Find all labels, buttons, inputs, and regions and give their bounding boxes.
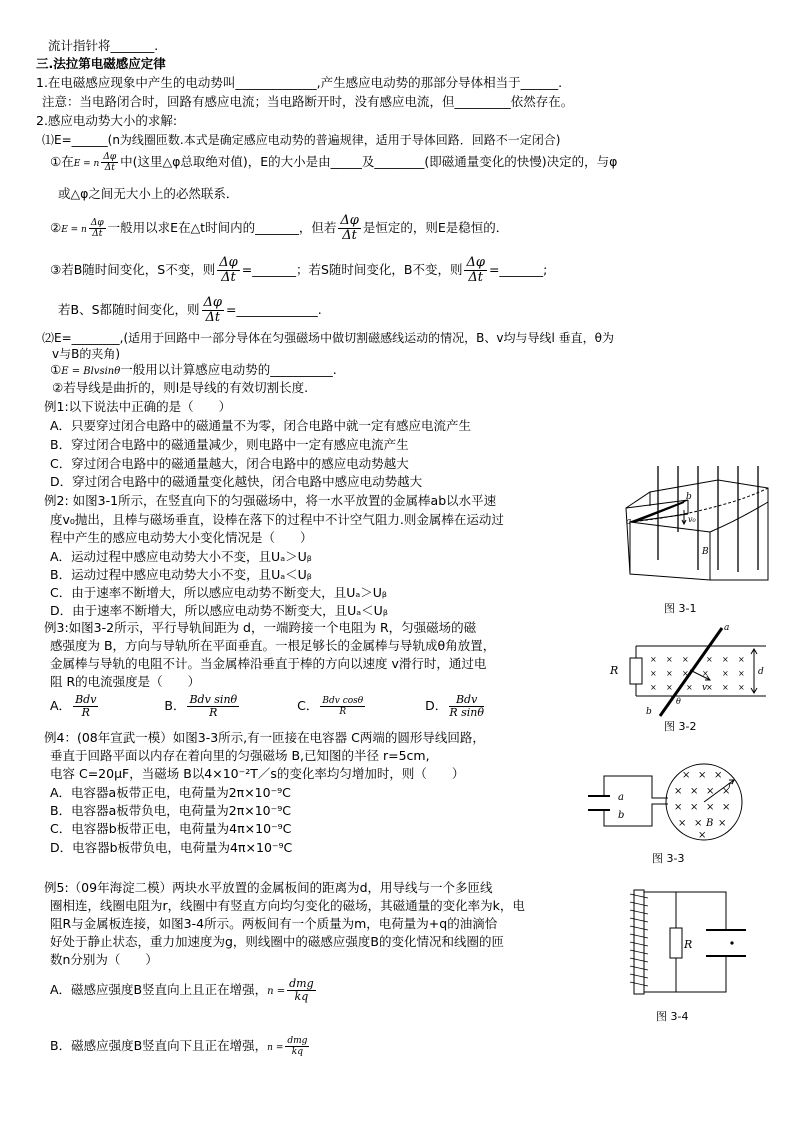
svg-text:×: × (738, 669, 745, 678)
ex2-line: 度v₀抛出，且棒与磁场垂直，设棒在落下的过程中不计空气阻力.则金属棒在运动过 (50, 512, 504, 527)
figure-3-4 (626, 886, 756, 1004)
ex4-option: B．电容器a板带负电，电荷量为2π×10⁻⁹C (50, 803, 291, 818)
svg-text:×: × (650, 669, 657, 678)
svg-text:×: × (722, 683, 729, 692)
ex4-line: 电容 C=20μF，当磁场 B以4×10⁻²T／s的变化率均匀增加时，则（ ） (50, 766, 465, 781)
svg-text:×: × (686, 683, 693, 692)
part-1d: 若B、S都随时间变化，则 $\frac{\Delta\varphi}{\Delta t}$ =_____________. (58, 295, 322, 325)
ex5-option-b: B．磁感应强度B竖直向下且正在增强，n = $\frac{\text{dmg}}{kq}$ (50, 1036, 308, 1057)
ex4-line: 例4：(08年宣武一模）如图3-3所示,有一匝接在电容器 C两端的圆形导线回路， (44, 730, 485, 745)
fig32-label-d: d (758, 667, 764, 677)
fig33-label-r: r (728, 781, 733, 791)
fig32-label-a: a (724, 623, 730, 633)
svg-text:×: × (678, 818, 687, 829)
svg-text:×: × (682, 669, 689, 678)
svg-text:×: × (722, 669, 729, 678)
part-2: ⑵E=________,(适用于回路中一部分导体在匀强磁场中做切割磁感线运动的情况，B、v均与导线l 垂直，θ为 (42, 331, 614, 345)
svg-text:×: × (706, 802, 715, 813)
svg-text:×: × (650, 683, 657, 692)
svg-text:×: × (738, 683, 745, 692)
ex2-line: 程中产生的感应电动势大小变化情况是（ ） (50, 530, 313, 545)
fig31-label-B: B (702, 547, 709, 557)
figure-3-2 (606, 618, 782, 718)
svg-text:×: × (738, 655, 745, 664)
svg-text:×: × (666, 655, 673, 664)
note: 注意：当电路闭合时，回路有感应电流；当电路断开时，没有感应电流，但_________依然存在。 (42, 94, 574, 109)
ex3-line: 例3:如图3-2所示，平行导轨间距为 d，一端跨接一个电阻为 R，匀强磁场的磁 (44, 620, 477, 635)
svg-text:×: × (650, 655, 657, 664)
svg-text:×: × (722, 802, 731, 813)
ex5-option-a: A．磁感应强度B竖直向上且正在增强，n = $\frac{\text{dmg}}{kq}$ (50, 977, 314, 1003)
ex2-option: C．由于速率不断增大，所以感应电动势不断变大，且Uₐ＞Uᵦ (50, 585, 387, 600)
ex3-line: 阻 R的电流强度是（ ） (50, 674, 201, 689)
svg-text:×: × (706, 655, 713, 664)
ex4-option: C．电容器b板带正电，电荷量为4π×10⁻⁹C (50, 821, 292, 836)
section-title: 三.法拉第电磁感应定律 (36, 56, 166, 71)
svg-text:×: × (718, 818, 727, 829)
svg-text:×: × (722, 655, 729, 664)
item-1: 1.在电磁感应现象中产生的电动势叫_____________,产生感应电动势的那部分导体相当于______. (36, 75, 563, 90)
top-line: 流计指针将_______. (48, 38, 159, 53)
part-1a: ①在E = n $\frac{\Delta\varphi}{\Delta t}$ 中(这里△φ总取绝对值)，E的大小是由_____及________(即磁通量变化的快慢)决定的，与φ (50, 152, 618, 173)
ex5-line: 圈相连，线圈电阻为r，线圈中有竖直方向均匀变化的磁场，其磁通量的变化率为k，电 (50, 898, 525, 913)
svg-text:×: × (706, 683, 713, 692)
svg-text:×: × (682, 770, 691, 781)
part-2a: ①E = Blvsinθ一般用以计算感应电动势的__________. (50, 362, 337, 377)
fig33-label-a: a (618, 792, 624, 803)
fig31-label-a: a (626, 517, 632, 527)
ex5-line: 例5:（09年海淀二模）两块水平放置的金属板间的距离为d，用导线与一个多匝线 (44, 880, 493, 895)
ex1-option: C．穿过闭合电路中的磁通量越大，闭合电路中的感应电动势越大 (50, 456, 409, 471)
fig32-label-R: R (610, 664, 619, 677)
fig31-label-b: b (686, 492, 692, 502)
fig32-label-v: v (702, 683, 708, 693)
fig32-label-b: b (646, 707, 652, 717)
svg-text:×: × (666, 669, 673, 678)
part-2-cont: v与B的夹角) (52, 347, 121, 361)
ex1-question: 例1:以下说法中正确的是（ ） (44, 399, 232, 414)
ex1-option: B．穿过闭合电路中的磁通量减少，则电路中一定有感应电流产生 (50, 437, 409, 452)
figure-3-1 (618, 462, 778, 594)
svg-text:×: × (714, 770, 723, 781)
svg-text:×: × (674, 802, 683, 813)
ex4-option: A．电容器a板带正电，电荷量为2π×10⁻⁹C (50, 785, 291, 800)
svg-text:×: × (694, 818, 703, 829)
svg-text:×: × (666, 683, 673, 692)
svg-text:×: × (722, 786, 731, 797)
fig31-label-v0: v₀ (688, 515, 696, 524)
svg-text:×: × (698, 770, 707, 781)
figure-3-4-caption: 图 3-4 (656, 1010, 689, 1023)
part-1b: ②E = n $\frac{\Delta\varphi}{\Delta t}$ 一般用以求E在△t时间内的_______，但若 $\frac{\Delta\varphi}{\Delta t}$ 是恒定的，则E是稳恒的． (50, 213, 509, 243)
ex3-options: A． $\frac{\text{Bdv}}{R}$ B． $\frac{\text{Bdv sinθ}}{R}$ C． $\frac{\text{Bdv cosθ}}{R}$ D． $\frac{\text{Bdv}}{\text{R sinθ}}$ (50, 693, 484, 719)
part-1: ⑴E=______(n为线圈匝数.本式是确定感应电动势的普遍规律，适用于导体回路．回路不一定闭合) (42, 133, 561, 147)
ex3-line: 金属棒与导轨的电阻不计。当金属棒沿垂直于棒的方向以速度 v滑行时，通过电 (50, 656, 487, 671)
svg-text:×: × (690, 786, 699, 797)
ex3-line: 感强度为 B，方向与导轨所在平面垂直。一根足够长的金属棒与导轨成θ角放置， (50, 638, 496, 653)
figure-3-3-caption: 图 3-3 (652, 852, 685, 865)
ex5-line: 阻R与金属板连接，如图3-4所示。两板间有一个质量为m，电荷量为+q的油滴恰 (50, 916, 498, 931)
svg-text:×: × (698, 830, 707, 841)
ex2-option: D．由于速率不断增大，所以感应电动势不断变大，且Uₐ＜Uᵦ (50, 603, 388, 618)
figure-3-3 (588, 758, 784, 848)
ex2-line: 例2: 如图3-1所示，在竖直向下的匀强磁场中，将一水平放置的金属棒ab以水平速 (44, 493, 497, 508)
item-2: 2.感应电动势大小的求解: (36, 113, 178, 128)
svg-text:×: × (706, 786, 715, 797)
ex1-option: A．只要穿过闭合电路中的磁通量不为零，闭合电路中就一定有感应电流产生 (50, 418, 472, 433)
figure-3-2-caption: 图 3-2 (664, 720, 697, 733)
ex1-option: D．穿过闭合电路中的磁通量变化越快，闭合电路中感应电动势越大 (50, 474, 423, 489)
fig34-label-R: R (684, 938, 693, 951)
svg-text:×: × (690, 802, 699, 813)
ex4-line: 垂直于回路平面以内存在着向里的匀强磁场 B,已知图的半径 r=5cm, (50, 748, 430, 763)
fig33-label-b: b (618, 810, 625, 821)
part-2b: ②若导线是曲折的，则l是导线的有效切割长度. (52, 380, 309, 395)
svg-text:×: × (674, 786, 683, 797)
ex5-line: 好处于静止状态，重力加速度为g，则线圈中的磁感应强度B的变化情况和线圈的匝 (50, 934, 505, 949)
figure-3-1-caption: 图 3-1 (664, 602, 697, 615)
svg-text:×: × (682, 655, 689, 664)
ex4-option: D．电容器b板带负电，电荷量为4π×10⁻⁹C (50, 840, 293, 855)
fig33-label-B: B (706, 818, 714, 829)
ex2-option: A．运动过程中感应电动势大小不变，且Uₐ＞Uᵦ (50, 549, 312, 564)
ex2-option: B．运动过程中感应电动势大小不变，且Uₐ＜Uᵦ (50, 567, 312, 582)
fig32-label-theta: θ (676, 697, 681, 706)
part-1c: ③若B随时间变化，S不变，则 $\frac{\Delta\varphi}{\Delta t}$ =_______；若S随时间变化，B不变，则 $\frac{\Delta\varphi}{\Delta t}$ =_______; (50, 255, 548, 285)
svg-text:×: × (702, 669, 709, 678)
part-1a-cont: 或△φ之间无大小上的必然联系． (58, 186, 239, 201)
ex5-line: 数n分别为（ ） (50, 952, 158, 967)
